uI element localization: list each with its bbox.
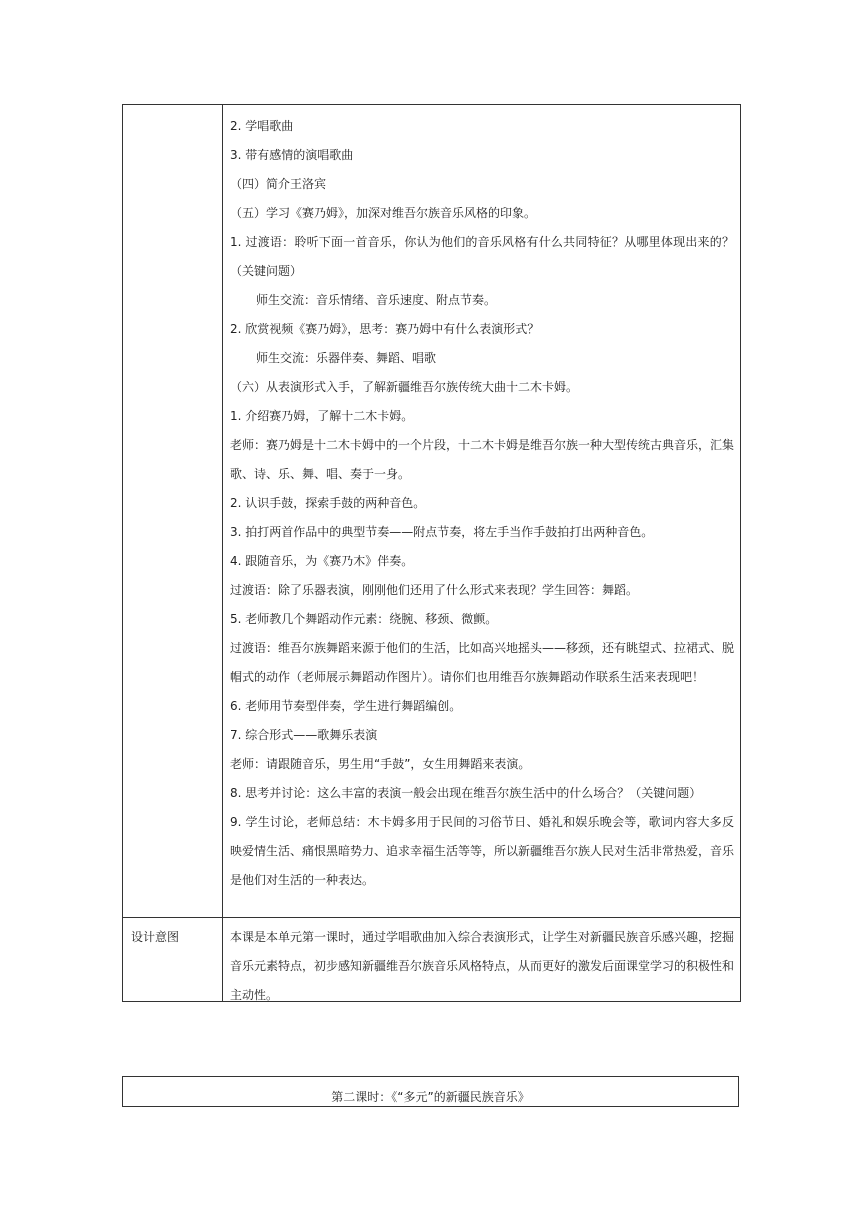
step-line: 8. 思考并讨论：这么丰富的表演一般会出现在维吾尔族生活中的什么场合？（关键问题） [230,786,702,800]
transition-line: 过渡语：除了乐器表演，刚刚他们还用了什么形式来表现？学生回答：舞蹈。 [230,583,639,597]
teacher-line: 老师：赛乃姆是十二木卡姆中的一个片段，十二木卡姆是维吾尔族一种大型传统古典音乐，汇集歌、诗、乐、舞、唱、奏于一身。 [230,438,735,481]
step-line: 4. 跟随音乐，为《赛乃木》伴奏。 [230,554,414,568]
transition-line: 过渡语：维吾尔族舞蹈来源于他们的生活，比如高兴地摇头——移颈，还有眺望式、拉裙式、脱帽式的动作（老师展示舞蹈动作图片）。请你们也用维吾尔族舞蹈动作联系生活来表现吧！ [230,641,735,684]
design-intent-label: 设计意图 [131,930,180,944]
design-intent-text: 本课是本单元第一课时，通过学唱歌曲加入综合表演形式，让学生对新疆民族音乐感兴趣，挖掘音乐元素特点，初步感知新疆维吾尔族音乐风格特点，从而更好的激发后面课堂学习的积极性和主动性。 [230,930,735,1002]
exchange-line: 师生交流：音乐情绪、音乐速度、附点节奏。 [256,293,497,307]
section-heading: （四）简介王洛宾 [230,177,327,191]
second-lesson-title: 第二课时：《“多元”的新疆民族音乐》 [123,1077,739,1107]
step-line: 3. 拍打两首作品中的典型节奏——附点节奏，将左手当作手鼓拍打出两种音色。 [230,525,654,539]
second-lesson-row [123,1077,739,1107]
teacher-line: 老师：请跟随音乐，男生用“手鼓”，女生用舞蹈来表演。 [230,757,531,771]
second-lesson-table [122,1076,739,1107]
step-line: 9. 学生讨论，老师总结：木卡姆多用于民间的习俗节日、婚礼和娱乐晚会等，歌词内容大多反映爱情生活、痛恨黑暗势力、追求幸福生活等等，所以新疆维吾尔族人民对生活非常热爱，音乐是他们对生活的一种表达。 [230,815,735,887]
step-line: 2. 认识手鼓，探索手鼓的两种音色。 [230,496,426,510]
procedure-content-cell [223,105,741,918]
step-line: 2. 欣赏视频《赛乃姆》，思考：赛乃姆中有什么表演形式？ [230,322,540,336]
design-label-cell [123,918,223,1002]
procedure-label [123,105,222,110]
procedure-label-cell [123,105,223,918]
section-heading: （五）学习《赛乃姆》，加深对维吾尔族音乐风格的印象。 [230,206,537,220]
design-intent-row [123,918,741,1002]
design-content-cell [223,918,741,1002]
step-line: 1. 过渡语：聆听下面一首音乐，你认为他们的音乐风格有什么共同特征？从哪里体现出来的？（关键问题） [230,235,734,278]
lesson-plan-table [122,104,741,1002]
exchange-line: 师生交流：乐器伴奏、舞蹈、唱歌 [256,351,437,365]
step-line: 5. 老师教几个舞蹈动作元素：绕腕、移颈、微颤。 [230,612,498,626]
step-line: 6. 老师用节奏型伴奏，学生进行舞蹈编创。 [230,699,462,713]
step-line: 2. 学唱歌曲 [230,119,294,133]
step-line: 3. 带有感情的演唱歌曲 [230,148,354,162]
section-heading: （六）从表演形式入手，了解新疆维吾尔族传统大曲十二木卡姆。 [230,380,579,394]
procedure-row [123,105,741,918]
step-line: 7. 综合形式——歌舞乐表演 [230,728,378,742]
step-line: 1. 介绍赛乃姆，了解十二木卡姆。 [230,409,414,423]
